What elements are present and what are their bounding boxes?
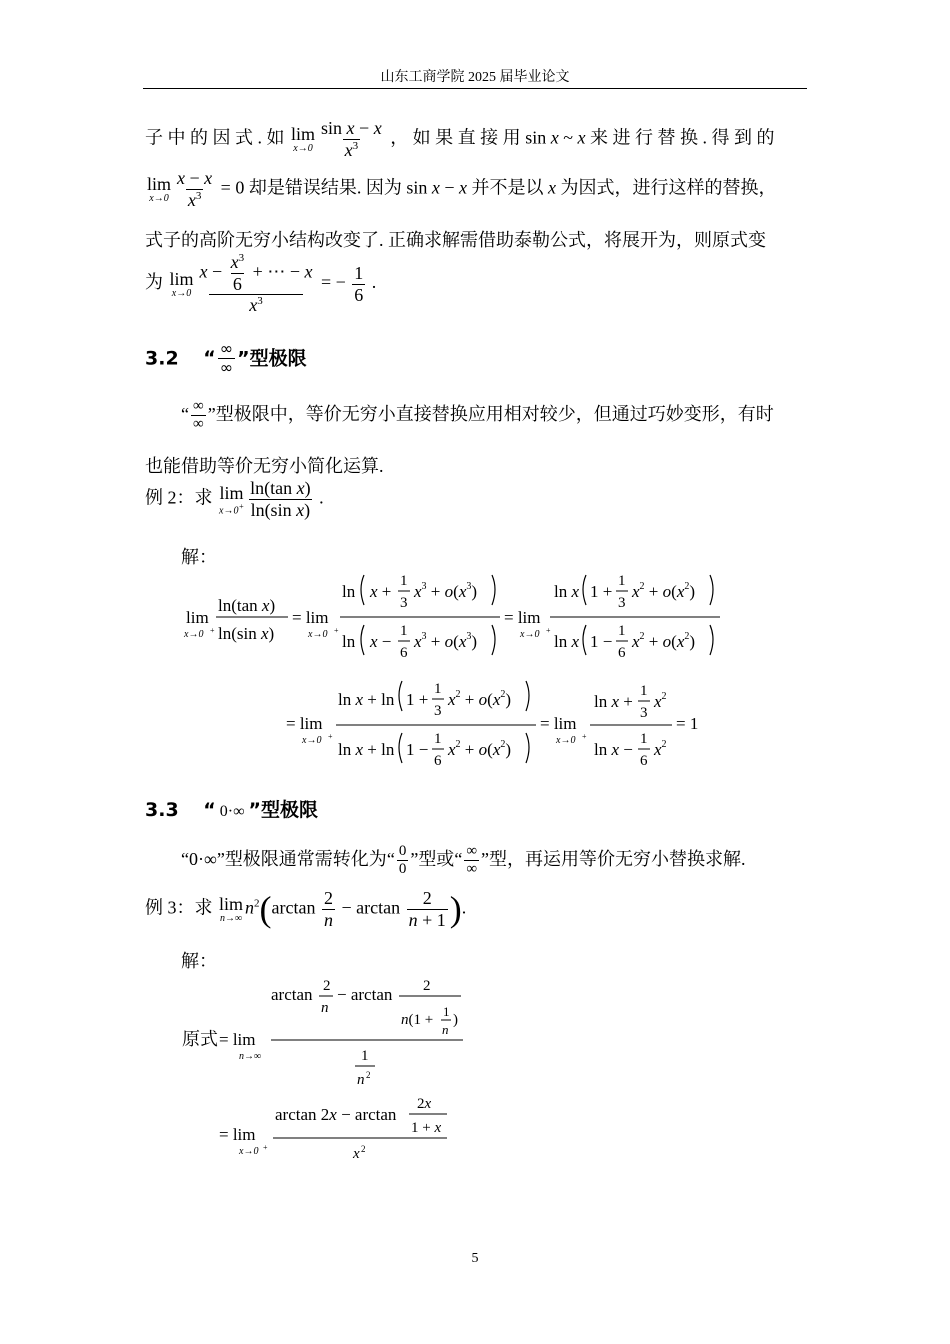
svg-text:x→0: x→0 bbox=[302, 735, 322, 746]
svg-text:n→∞: n→∞ bbox=[239, 1051, 262, 1062]
svg-text:x→0: x→0 bbox=[520, 629, 540, 640]
svg-text:x→0: x→0 bbox=[184, 629, 204, 640]
svg-text:x→0: x→0 bbox=[556, 735, 576, 746]
text-run: 型或 bbox=[418, 848, 455, 869]
original-expression-label: 原式 bbox=[182, 1029, 218, 1049]
svg-text:1: 1 bbox=[400, 573, 408, 589]
svg-text:x→0: x→0 bbox=[308, 629, 328, 640]
svg-text:x2 + o(x2): $x^2 + o(x^2)$ bbox=[448, 739, 512, 759]
page-number: 5 bbox=[471, 1251, 479, 1266]
svg-text:ln x −: ln x − bbox=[594, 740, 633, 759]
math-limit: lim x→0 bbox=[169, 269, 194, 300]
svg-text:= lim: = lim bbox=[540, 714, 577, 733]
text-run: 来 进 行 替 换 . 得 到 的 bbox=[589, 127, 775, 148]
svg-text:1 −: 1 − bbox=[406, 740, 429, 759]
svg-text:ln(sin x): ln(sin x) bbox=[218, 624, 275, 643]
svg-text:2: 2 bbox=[423, 978, 431, 994]
paragraph-line: lim x→0 $\frac{x - x}{x^3}$ = 0 却是错误结果. 因为 sin x − x 并不是以 x 为因式，进行这样的替换， bbox=[147, 168, 777, 210]
svg-text:+: + bbox=[546, 626, 551, 635]
svg-text:= lim: = lim bbox=[219, 1030, 256, 1049]
text-run: 并不是以 bbox=[471, 177, 544, 198]
math-fraction: $\frac{0}{0}$ bbox=[398, 843, 407, 878]
svg-text:1: 1 bbox=[618, 573, 626, 589]
svg-text:3: 3 bbox=[400, 595, 408, 611]
svg-text:ln x + ln: ln x + ln bbox=[338, 740, 395, 759]
svg-text:6: 6 bbox=[618, 645, 626, 661]
svg-text:1: 1 bbox=[361, 1048, 369, 1064]
svg-text:+: + bbox=[582, 732, 587, 741]
math-fraction: $\frac{2}{n}$ bbox=[323, 888, 333, 930]
example-line: 例 3：求 lim n→∞ $n^2(\arctan$ $\frac{2}{n}$ − arctan $\frac{2}{n + 1}$ ). bbox=[145, 888, 467, 930]
paragraph-line: “ $\frac{\infty}{\infty}$ ”型极限中，等价无穷小直接替换应用相对较少，但通过巧妙变形，有时 bbox=[181, 398, 774, 433]
svg-text:x3 + o(x3): $x^3 + o(x^3)$ bbox=[414, 631, 478, 651]
svg-text:− arctan: − arctan bbox=[337, 985, 393, 1004]
svg-text:1 +: 1 + bbox=[406, 690, 429, 709]
svg-text:3: 3 bbox=[640, 705, 648, 721]
svg-text:ln x: ln x bbox=[554, 582, 580, 601]
paragraph-line: 为 lim x→0 x − $\frac{x^3}{6}$ + ⋯ − x $x^3$ = − $\frac{1}{6}$ . bbox=[145, 252, 377, 316]
svg-text:1: 1 bbox=[640, 683, 648, 699]
svg-text:+: + bbox=[334, 626, 339, 635]
display-equation bbox=[180, 565, 740, 780]
svg-text:= 1: = 1 bbox=[676, 714, 699, 733]
svg-text:= lim: = lim bbox=[292, 608, 329, 627]
svg-text:1: 1 bbox=[443, 1004, 450, 1019]
svg-text:x: x bbox=[353, 1146, 360, 1162]
svg-text:+: + bbox=[328, 732, 333, 741]
svg-text:x2 + o(x2): $x^2 + o(x^2)$ bbox=[632, 631, 696, 651]
svg-text:6: 6 bbox=[434, 753, 442, 769]
math-fraction: $\frac{x - x}{x^3}$ bbox=[177, 168, 213, 210]
svg-text:1: 1 bbox=[434, 681, 442, 697]
svg-text:1: 1 bbox=[640, 731, 648, 747]
svg-text:2x: 2x bbox=[417, 1096, 432, 1112]
section-number: 3.3 bbox=[145, 799, 179, 821]
header-rule bbox=[143, 88, 807, 89]
svg-text:x3 + o(x3): $x^3 + o(x^3)$ bbox=[414, 581, 478, 601]
text-run: 为 bbox=[145, 272, 163, 293]
svg-text:3: 3 bbox=[434, 703, 442, 719]
display-equation bbox=[215, 968, 485, 1168]
svg-text:arctan 2x − arctan: arctan 2x − arctan bbox=[275, 1105, 397, 1124]
svg-text:= lim: = lim bbox=[219, 1125, 256, 1144]
section-title: 型极限 bbox=[249, 347, 307, 370]
svg-text:n(1 +: n(1 + bbox=[401, 1012, 434, 1028]
running-header: 山东工商学院 2025 届毕业论文 bbox=[380, 70, 570, 85]
section-heading: 3.3 “ 0·∞ ”型极限 bbox=[145, 799, 319, 821]
math-fraction: $\frac{1}{6}$ bbox=[354, 262, 364, 305]
math-limit: lim x→0 bbox=[147, 174, 172, 205]
svg-text:+: + bbox=[263, 1143, 268, 1152]
svg-text:n: n bbox=[442, 1022, 449, 1037]
section-title: 型极限 bbox=[261, 799, 319, 821]
text-run: 为因式，进行这样的替换， bbox=[560, 177, 777, 198]
math-fraction: $\frac{\text{ln(tan x)}}{\text{ln(sin x)}}$ bbox=[250, 478, 311, 520]
svg-text:3: 3 bbox=[618, 595, 626, 611]
solution-label: 解： bbox=[181, 547, 217, 567]
svg-text:1: 1 bbox=[434, 731, 442, 747]
section-number: 3.2 bbox=[145, 347, 179, 370]
text-run: 型极限中，等价无穷小直接替换应用相对较少，但通过巧妙变形，有时 bbox=[215, 403, 774, 424]
svg-text:1: 1 bbox=[400, 623, 408, 639]
svg-text:ln: ln bbox=[342, 632, 356, 651]
svg-text:x −: x − bbox=[370, 632, 392, 651]
text-run: 却是错误结果. 因为 bbox=[248, 177, 402, 198]
svg-text:x2: $x^2$ bbox=[654, 691, 667, 711]
svg-text:= lim: = lim bbox=[504, 608, 541, 627]
svg-text:ln x + ln: ln x + ln bbox=[338, 690, 395, 709]
svg-text:x2: $x^2$ bbox=[654, 739, 667, 759]
math-limit: lim n→∞ bbox=[219, 894, 244, 925]
text-run: 型，再运用等价无穷小替换求解. bbox=[489, 848, 746, 869]
svg-text:ln(tan x): ln(tan x) bbox=[218, 596, 276, 615]
svg-text:2: 2 bbox=[361, 1144, 366, 1154]
svg-text:+: + bbox=[210, 626, 215, 635]
solution-label: 解： bbox=[181, 951, 217, 971]
svg-text:n: n bbox=[357, 1072, 365, 1088]
example-label: 例 3：求 bbox=[145, 897, 213, 918]
svg-text:x2 + o(x2): $x^2 + o(x^2)$ bbox=[448, 689, 512, 709]
svg-text:arctan: arctan bbox=[271, 985, 313, 1004]
svg-text:2: 2 bbox=[366, 1070, 371, 1080]
paragraph-line: 也能借助等价无穷小简化运算. bbox=[145, 456, 384, 476]
svg-text:x→0: x→0 bbox=[239, 1146, 259, 1157]
math-fraction: $\frac{\infty}{\infty}$ bbox=[193, 398, 204, 433]
section-heading: 3.2 “ $\frac{\infty}{\infty}$ ”型极限 bbox=[145, 339, 307, 378]
svg-text:x +: x + bbox=[370, 582, 392, 601]
paragraph-line bbox=[145, 118, 805, 160]
math-fraction: $\frac{\infty}{\infty}$ bbox=[466, 843, 478, 878]
paragraph-line: 式子的高阶无穷小结构改变了. 正确求解需借助泰勒公式，将展开为，则原式变 bbox=[145, 230, 766, 250]
math-inline: sin x − x bbox=[406, 177, 467, 198]
svg-text:2: 2 bbox=[323, 978, 331, 994]
svg-text:lim: lim bbox=[186, 608, 209, 627]
svg-text:1 +: 1 + bbox=[590, 582, 613, 601]
svg-text:ln: ln bbox=[342, 582, 356, 601]
svg-text:n: n bbox=[321, 1000, 329, 1016]
text-run: 子 中 的 因 式 . 如 bbox=[145, 127, 285, 148]
svg-text:ln x: ln x bbox=[554, 632, 580, 651]
svg-text:= lim: = lim bbox=[286, 714, 323, 733]
example-line: 例 2：求 lim x→0+ $\frac{\text{ln(tan x)}}{\text{ln(sin x)}}$ . bbox=[145, 478, 324, 520]
text-run: ， 如 果 直 接 用 bbox=[390, 127, 521, 148]
math-fraction: $\frac{\text{sin x − x}}{x^3}$ bbox=[321, 118, 382, 160]
svg-text:ln x +: ln x + bbox=[594, 692, 633, 711]
math-limit: lim x→0+ bbox=[219, 482, 245, 516]
svg-text:1: 1 bbox=[618, 623, 626, 639]
svg-text:1 −: 1 − bbox=[590, 632, 613, 651]
text-run: 型极限通常需转化为 bbox=[224, 848, 387, 869]
paragraph-line: “0·∞”型极限通常需转化为“ $\frac{0}{0}$ ”型或“ $\frac{\infty}{\infty}$ ”型，再运用等价无穷小替换求解. bbox=[181, 843, 746, 878]
example-label: 例 2：求 bbox=[145, 487, 213, 508]
svg-text:6: 6 bbox=[640, 753, 648, 769]
math-inline: sin x ~ x bbox=[525, 127, 586, 148]
svg-text:6: 6 bbox=[400, 645, 408, 661]
svg-text:): ) bbox=[453, 1012, 458, 1028]
math-fraction: $\frac{2}{n + 1}$ bbox=[408, 888, 446, 930]
svg-text:x2 + o(x2): $x^2 + o(x^2)$ bbox=[632, 581, 696, 601]
math-fraction: x − $\frac{x^3}{6}$ + ⋯ − x $x^3$ bbox=[199, 252, 313, 316]
math-fraction: $\frac{\infty}{\infty}$ bbox=[219, 339, 234, 378]
svg-text:1 + x: 1 + x bbox=[411, 1120, 442, 1136]
math-limit: lim x→0 bbox=[291, 124, 316, 155]
